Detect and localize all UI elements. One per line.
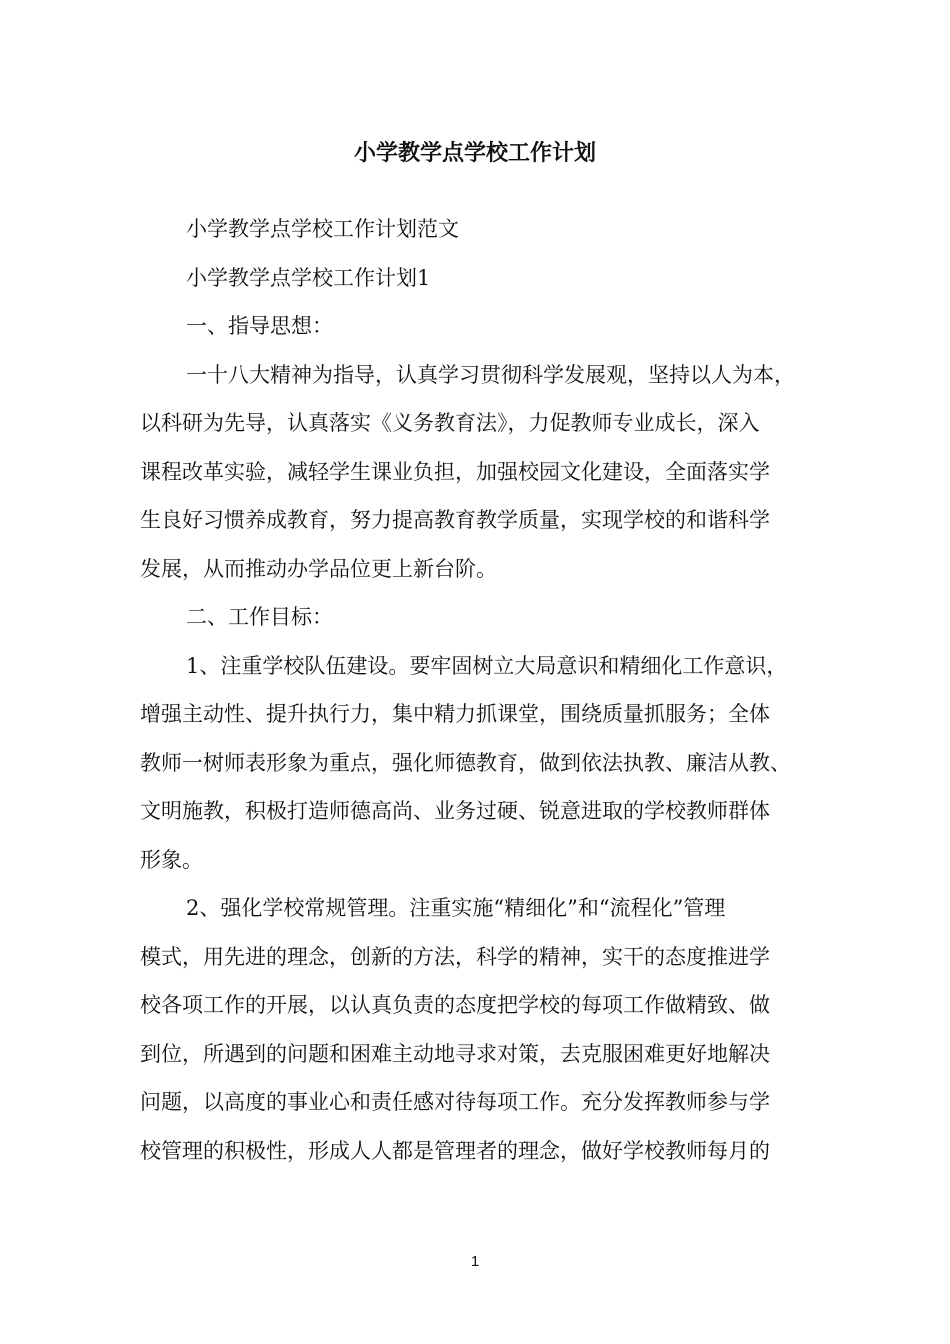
body-line: 一十八大精神为指导，认真学习贯彻科学发展观，坚持以人为本， <box>186 362 795 387</box>
document-body <box>140 205 830 1175</box>
body-line: 到位，所遇到的问题和困难主动地寻求对策，去克服困难更好地解决 <box>140 1041 770 1066</box>
body-line: 校管理的积极性，形成人人都是管理者的理念，做好学校教师每月的 <box>140 1138 770 1163</box>
body-line: 文明施教，积极打造师德高尚、业务过硬、锐意进取的学校教师群体 <box>140 799 770 823</box>
body-line: 小学教学点学校工作计划1 <box>186 265 431 290</box>
body-line: 课程改革实验，减轻学生课业负担，加强校园文化建设，全面落实学 <box>140 459 770 484</box>
body-line: 校各项工作的开展，以认真负责的态度把学校的每项工作做精致、做 <box>140 993 770 1017</box>
body-line: 增强主动性、提升执行力，集中精力抓课堂，围绕质量抓服务；全体 <box>140 702 770 726</box>
body-line: 发展，从而推动办学品位更上新台阶。 <box>140 556 497 581</box>
body-line: 1、注重学校队伍建设。要牢固树立大局意识和精细化工作意识， <box>186 653 788 678</box>
body-line: 以科研为先导，认真落实《义务教育法》，力促教师专业成长，深入 <box>140 411 760 435</box>
body-line: 教师一树师表形象为重点，强化师德教育，做到依法执教、廉洁从教、 <box>140 750 791 775</box>
body-line: 2、强化学校常规管理。注重实施“精细化”和“流程化”管理 <box>186 896 726 920</box>
page-number: 1 <box>470 1253 480 1270</box>
section-heading: 一、指导思想： <box>186 314 333 338</box>
body-line: 生良好习惯养成教育，努力提高教育教学质量，实现学校的和谐科学 <box>140 508 770 532</box>
body-line: 模式，用先进的理念，创新的方法，科学的精神，实干的态度推进学 <box>140 944 770 969</box>
document-title: 小学教学点学校工作计划 <box>353 141 596 166</box>
body-line: 问题，以高度的事业心和责任感对待每项工作。充分发挥教师参与学 <box>140 1090 770 1114</box>
body-line: 形象。 <box>140 847 203 872</box>
body-line: 小学教学点学校工作计划范文 <box>186 217 459 241</box>
section-heading: 二、工作目标： <box>186 605 333 629</box>
